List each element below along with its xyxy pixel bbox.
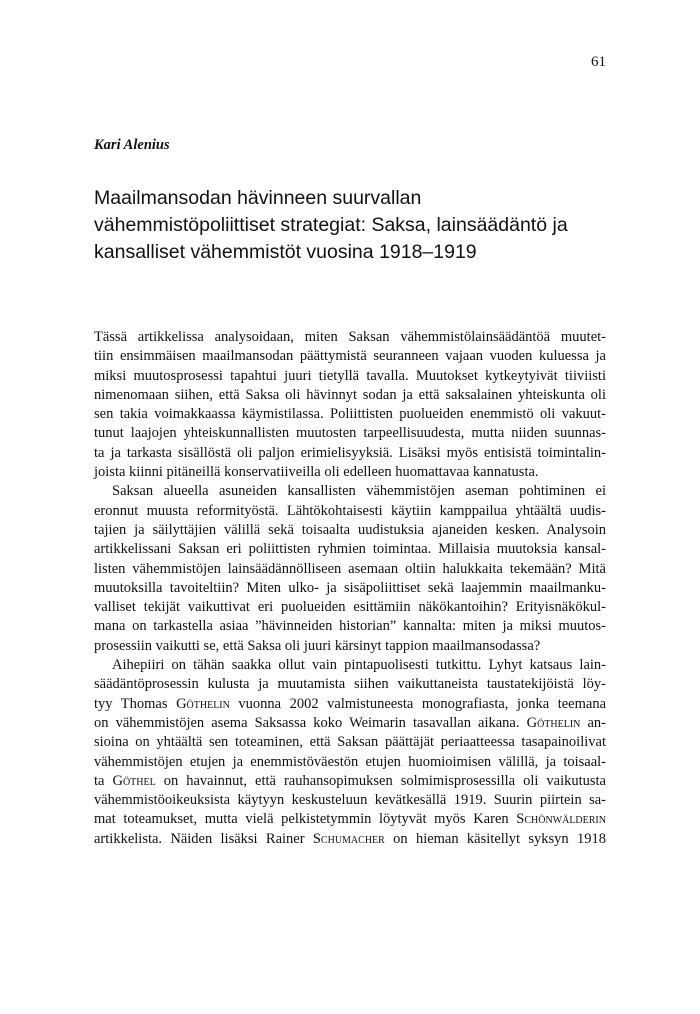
text-line: Saksan alueella asuneiden kansallisten vähemmistöjen aseman pohtiminen ei <box>112 483 606 500</box>
text-segment: artikkelista. Näiden lisäksi Rainer <box>94 830 313 847</box>
author-name: Kari Alenius <box>94 137 170 153</box>
text-line <box>94 714 606 733</box>
text-line: listen vähemmistöjen lainsäädännölliseen asemaan oltiin halukkaita tekemään? Mitä <box>94 560 606 577</box>
author-reference: Göthelin <box>176 695 230 712</box>
text-line: valliset tekijät vaikuttivat eri puolueiden esittämiin näkökantoihin? Erityisnäkökul- <box>94 599 606 616</box>
text-line: säädäntöprosessin kulusta ja muutamista siihen vaikuttaneista taustatekijöistä löy- <box>94 676 606 693</box>
text-line: sen takia voimakkaassa käymistilassa. Poliittisten puolueiden enemmistö oli vakuut- <box>94 406 606 423</box>
text-line: muutoksilla tavoiteltiin? Miten ulko- ja sisäpoliittiset sekä laajemmin maailmanku- <box>94 579 606 596</box>
title-line: vähemmistöpoliittiset strategiat: Saksa, lainsäädäntö ja <box>94 214 568 236</box>
text-line: mana on tarkastella asiaa ”hävinneiden historian” kannalta: miten ja miksi muutos- <box>94 618 606 635</box>
text-segment: tyy Thomas <box>94 695 177 712</box>
text-segment: vuonna 2002 valmistuneesta monografiasta, jonka teemana <box>229 695 606 712</box>
text-segment: ta <box>94 772 113 789</box>
title-line: kansalliset vähemmistöt vuosina 1918–1919 <box>94 241 477 263</box>
text-line: vähemmistöjen etujen ja enemmistöväestön etujen huomioimisen välillä, ja toisaal- <box>94 753 606 770</box>
title-line: Maailmansodan hävinneen suurvallan <box>94 187 422 209</box>
text-segment: on vähemmistöjen asema Saksassa koko Weimarin tasavallan aikana. <box>94 714 527 731</box>
paragraph-1 <box>94 328 606 482</box>
text-segment: on havainnut, että rauhansopimuksen solmimisprosessilla oli vaikutusta <box>155 772 606 789</box>
text-segment: an- <box>580 714 606 731</box>
text-line <box>94 830 606 849</box>
text-line: Aihepiiri on tähän saakka ollut vain pintapuolisesti tutkittu. Lyhyt katsaus lain- <box>112 657 606 674</box>
text-line <box>94 810 606 829</box>
paragraph-2 <box>94 482 606 656</box>
author-reference: Göthel <box>112 772 156 789</box>
page-number: 61 <box>591 54 606 70</box>
author-reference: Schumacher <box>312 830 385 847</box>
text-line: tunut laajojen yhteiskunnallisten muutosten tarpeellisuudesta, mutta niiden suunnas- <box>94 425 606 442</box>
text-line: prosessiin vaikutti se, että Saksa oli juuri kärsinyt tappion maailmansodassa? <box>94 637 541 654</box>
text-line: nimenomaan siihen, että Saksa oli hävinnyt sodan ja että saksalainen yhteiskunta oli <box>94 386 606 403</box>
text-line: sioina on yhtäältä sen toteaminen, että Saksan päättäjät periaatteessa tasapainoilivat <box>94 734 606 751</box>
article-body <box>94 328 606 849</box>
text-line <box>94 695 606 714</box>
text-line: vähemmistöoikeuksista käytyyn keskusteluun kevätkesällä 1919. Suurin piirtein sa- <box>94 792 606 809</box>
article-title <box>94 185 624 266</box>
text-line: Tässä artikkelissa analysoidaan, miten Saksan vähemmistölainsäädäntöä muutet- <box>94 329 606 345</box>
text-line: ta ja tarkasta sisällöstä oli paljon erimielisyyksiä. Lisäksi myös entisistä toimintalin- <box>94 444 606 461</box>
paragraph-3 <box>94 656 606 849</box>
text-line: tajien ja säilyttäjien välillä sekä toisaalta uudistuksia ajaneiden kesken. Analysoin <box>94 521 606 538</box>
text-line: joista kiinni pitäneillä konservatiiveilla oli edelleen huomattavaa kannatusta. <box>94 464 539 481</box>
text-line <box>94 772 606 791</box>
text-segment: on hieman käsitellyt syksyn 1918 <box>384 830 606 847</box>
text-line: tiin ensimmäisen maailmansodan päättymistä seuranneen vajaan vuoden kuluessa ja <box>94 348 606 365</box>
text-line: eronnut muusta reformityöstä. Lähtökohtaisesti käytiin kamppailua yhtäältä uudis- <box>94 502 606 519</box>
text-line: artikkelissani Saksan eri poliittisten ryhmien toimintaa. Millaisia muutoksia kansal- <box>94 541 606 558</box>
text-line: miksi muutosprosessi tapahtui juuri tietyllä tavalla. Muutokset kytkeytyivät tiiviisti <box>94 367 606 384</box>
text-segment: mat toteamukset, mutta vielä pelkistetymmin löytyvät myös Karen <box>94 811 517 828</box>
author-reference: Göthelin <box>526 714 581 731</box>
author-reference: Schönwälderin <box>516 811 606 828</box>
